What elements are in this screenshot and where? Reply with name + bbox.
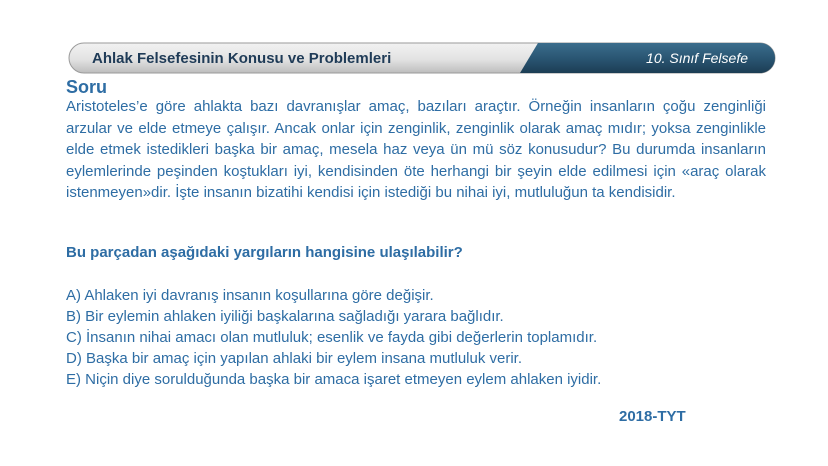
- answer-options: [66, 285, 601, 390]
- option-a: A) Ahlaken iyi davranış insanın koşullarına göre değişir.: [66, 287, 434, 304]
- section-label: Soru: [66, 77, 108, 97]
- option-b: B) Bir eylemin ahlaken iyiliği başkalarına sağladığı yarara bağlıdır.: [66, 308, 504, 325]
- option-e: E) Niçin diye sorulduğunda başka bir amaca işaret etmeyen eylem ahlaken iyidir.: [66, 371, 602, 388]
- question-stem: Bu parçadan aşağıdaki yargıların hangisine ulaşılabilir?: [66, 244, 463, 261]
- course-label: 10. Sınıf Felsefe: [646, 50, 748, 66]
- question-passage: Aristoteles’e göre ahlakta bazı davranışlar amaç, bazıları araçtır. Örneğin insanların çoğu zenginliği arzular ve elde etmeye çalışır. Ancak onlar için zenginlik, zenginlik olarak amaç mıdır; yoksa zenginlikle elde etmek istedikleri başka bir amaç, mesela haz veya ün mü söz konusudur? Bu durumda insanların eylemlerinde peşinden koştukları iyi, kendisinden öte herhangi bir şeyin elde edilmesi için «araç olarak istenmeyen»dir. İşte insanın bizatihi kendisi için istediği bu nihai iyi, mutluluğun ta kendisidir.: [66, 98, 766, 201]
- option-c: C) İnsanın nihai amacı olan mutluluk; esenlik ve fayda gibi değerlerin toplamıdır.: [66, 329, 598, 346]
- exam-source: 2018-TYT: [619, 408, 686, 425]
- lesson-title: Ahlak Felsefesinin Konusu ve Problemleri: [92, 50, 392, 67]
- header-bar: [68, 42, 776, 74]
- option-d: D) Başka bir amaç için yapılan ahlaki bir eylem insana mutluluk verir.: [66, 350, 523, 367]
